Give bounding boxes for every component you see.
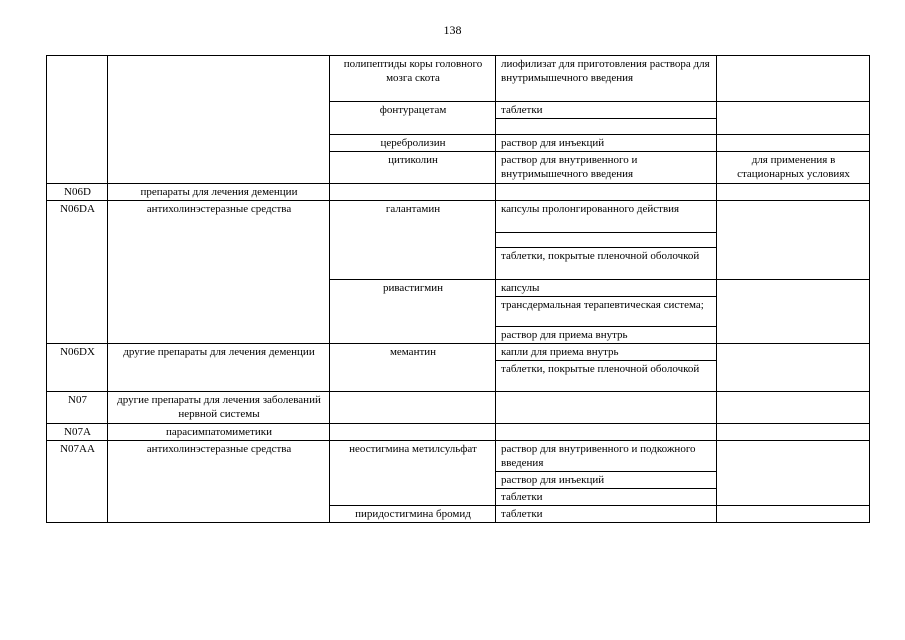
drug-name-cell: цитиколин xyxy=(330,152,496,184)
note-cell xyxy=(717,344,870,392)
atc-code-cell: N07 xyxy=(47,392,108,424)
group-name-cell xyxy=(108,56,330,184)
drug-name-cell: галантамин xyxy=(330,201,496,280)
dosage-form-cell xyxy=(496,392,717,424)
dosage-form-cell: таблетки, покрытые пленочной оболочкой xyxy=(496,361,717,392)
table-row xyxy=(47,201,870,233)
atc-code-cell: N07AA xyxy=(47,441,108,523)
note-cell xyxy=(717,506,870,523)
drug-name-cell xyxy=(330,392,496,424)
dosage-form-cell: раствор для внутривенного и внутримышечного введения xyxy=(496,152,717,184)
dosage-form-cell: лиофилизат для приготовления раствора для внутримышечного введения xyxy=(496,56,717,102)
dosage-form-cell: капсулы xyxy=(496,280,717,297)
group-name-cell: антихолинэстеразные средства xyxy=(108,201,330,344)
note-cell xyxy=(717,441,870,506)
group-name-cell: препараты для лечения деменции xyxy=(108,184,330,201)
note-cell xyxy=(717,102,870,135)
page-number: 138 xyxy=(443,23,462,37)
note-cell xyxy=(717,392,870,424)
drug-name-cell xyxy=(330,184,496,201)
drug-name-cell: пиридостигмина бромид xyxy=(330,506,496,523)
atc-code-cell: N06DA xyxy=(47,201,108,344)
note-cell: для применения в стационарных условиях xyxy=(717,152,870,184)
atc-code-cell xyxy=(47,56,108,184)
drug-name-cell: мемантин xyxy=(330,344,496,392)
dosage-form-cell: раствор для приема внутрь xyxy=(496,327,717,344)
dosage-form-cell xyxy=(496,184,717,201)
drug-name-cell xyxy=(330,424,496,441)
dosage-form-cell xyxy=(496,119,717,135)
note-cell xyxy=(717,424,870,441)
note-cell xyxy=(717,56,870,102)
table-row xyxy=(47,56,870,102)
dosage-form-cell: капли для приема внутрь xyxy=(496,344,717,361)
dosage-form-cell xyxy=(496,233,717,248)
table-row xyxy=(47,441,870,472)
atc-code-cell: N06D xyxy=(47,184,108,201)
dosage-form-cell: таблетки xyxy=(496,489,717,506)
drug-name-cell: неостигмина метилсульфат xyxy=(330,441,496,506)
group-name-cell: другие препараты для лечения заболеваний нервной системы xyxy=(108,392,330,424)
dosage-form-cell xyxy=(496,424,717,441)
drug-name-cell: церебролизин xyxy=(330,135,496,152)
note-cell xyxy=(717,280,870,344)
note-cell xyxy=(717,201,870,280)
drug-table xyxy=(46,55,870,523)
drug-name-cell: ривастигмин xyxy=(330,280,496,344)
table-row xyxy=(47,392,870,424)
dosage-form-cell: таблетки, покрытые пленочной оболочкой xyxy=(496,248,717,280)
note-cell xyxy=(717,135,870,152)
atc-code-cell: N06DX xyxy=(47,344,108,392)
atc-code-cell: N07A xyxy=(47,424,108,441)
dosage-form-cell: раствор для инъекций xyxy=(496,135,717,152)
table-row xyxy=(47,184,870,201)
dosage-form-cell: капсулы пролонгированного действия xyxy=(496,201,717,233)
drug-name-cell: фонтурацетам xyxy=(330,102,496,135)
group-name-cell: антихолинэстеразные средства xyxy=(108,441,330,523)
dosage-form-cell: трансдермальная терапевтическая система; xyxy=(496,297,717,327)
dosage-form-cell: таблетки xyxy=(496,102,717,119)
table-row xyxy=(47,424,870,441)
table-row xyxy=(47,344,870,361)
dosage-form-cell: раствор для внутривенного и подкожного введения xyxy=(496,441,717,472)
drug-name-cell: полипептиды коры головного мозга скота xyxy=(330,56,496,102)
note-cell xyxy=(717,184,870,201)
dosage-form-cell: раствор для инъекций xyxy=(496,472,717,489)
group-name-cell: парасимпатомиметики xyxy=(108,424,330,441)
dosage-form-cell: таблетки xyxy=(496,506,717,523)
group-name-cell: другие препараты для лечения деменции xyxy=(108,344,330,392)
